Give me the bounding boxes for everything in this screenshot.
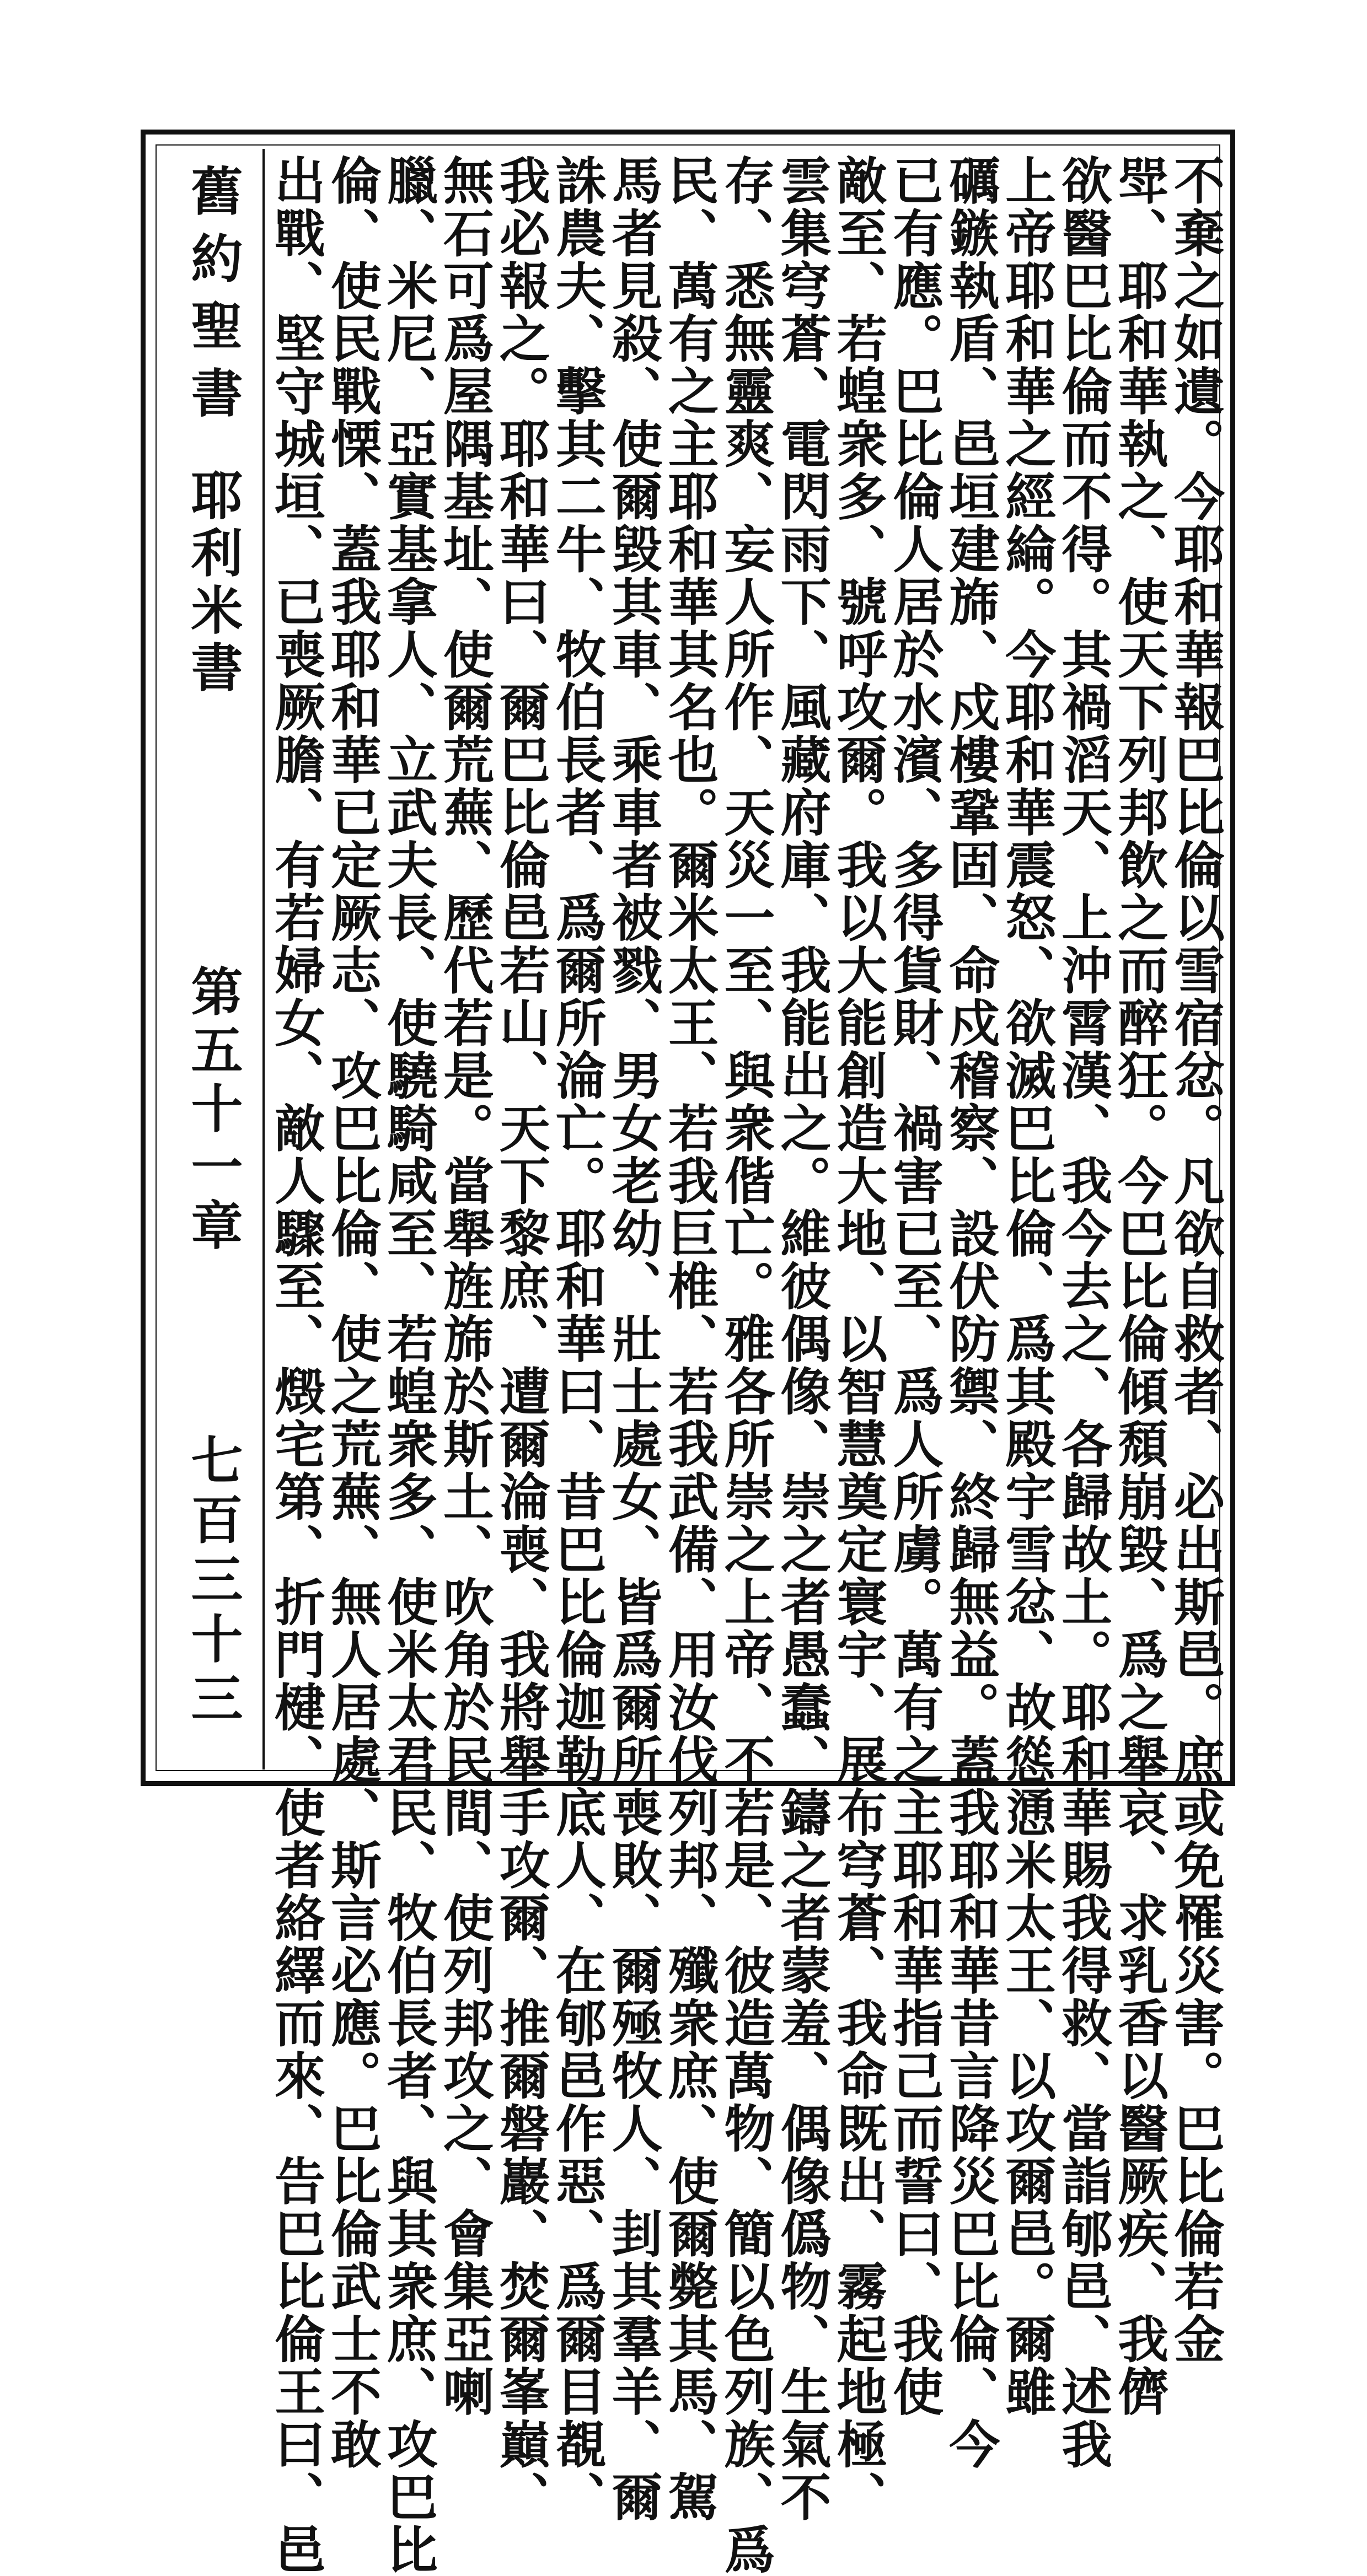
text-column-2: 斝、耶和華執之、使天下列邦飲之而醉狂。今巴比倫傾頹崩毀、爲之舉哀、求乳香以醫厥疾、我儕 — [1109, 154, 1170, 2418]
text-column-1: 不棄之如遺。今耶和華報巴比倫以雪宿忿。凡欲自救者、必出斯邑。庶或免罹災害。巴比倫若金 — [1166, 154, 1225, 2365]
text-column-7: 敵至、若蝗衆多、號呼攻爾。我以大能創造大地、以智慧奠定寰宇、展布穹蒼、我命既出、霧起地極、 — [828, 154, 888, 2524]
text-column-3: 欲醫巴比倫而不得。其禍滔天、上沖霄漢、我今去之、各歸故土。耶和華賜我得救、當詣郇邑、述我 — [1053, 154, 1113, 2471]
text-column-15: 臘、米尼、亞實基拿人、立武夫長、使驍騎咸至、若蝗衆多、使米太君民、牧伯長者、與其衆庶、攻巴比 — [378, 154, 438, 2576]
text-column-17: 出戰、堅守城垣、已喪厥膽、有若婦女、敵人驟至、燬宅第、折門楗、使者絡繹而來、告巴比倫王曰、邑 — [266, 154, 326, 2576]
text-column-13: 我必報之。耶和華曰、爾巴比倫邑若山、天下黎庶、遭爾淪喪、我將舉手攻爾、推爾磐巖、焚爾峯巔、 — [491, 154, 551, 2524]
text-column-5: 礪鏃執盾、邑垣建旆、戍樓鞏固、命戍稽察、設伏防禦、終歸無益。蓋我耶和華昔言降災巴比倫、今 — [941, 154, 1001, 2471]
book-collection-title: 舊約聖書 — [182, 164, 243, 433]
text-column-16: 倫、使民戰慄、蓋我耶和華已定厥志、攻巴比倫、使之荒蕪、無人居處、斯言必應。巴比倫武士不敢 — [322, 154, 382, 2471]
book-name: 耶利米書 — [182, 469, 243, 698]
text-column-14: 無石可爲屋隅基址、使爾荒蕪、歷代若是。當舉旌旆於斯土、吹角於民間、使列邦攻之、會集亞喇 — [435, 154, 495, 2418]
text-column-9: 存、悉無靈爽、妄人所作、天災一至、與衆偕亡。雅各所崇之上帝、不若是、彼造萬物、簡以色列族、爲 — [716, 154, 776, 2576]
text-column-4: 上帝耶和華之經綸。今耶和華震怒、欲滅巴比倫、爲其殿宇雪忿、故慫慂米太王、以攻爾邑。爾雖 — [997, 154, 1057, 2418]
text-column-11: 馬者見殺、使爾毀其車、乘車者被戮、男女老幼、壯士處女、皆爲爾所喪敗、爾殛牧人、刲其羣羊、爾 — [603, 154, 663, 2524]
text-column-12: 誅農夫、擊其二牛、牧伯長者、爲爾所淪亡。耶和華曰、昔巴比倫迦勒底人、在郇邑作惡、爲爾目覩、 — [547, 154, 607, 2524]
page-number: 七百三十三 — [182, 1433, 243, 1731]
running-header — [160, 149, 265, 1770]
text-column-8: 雲集穹蒼、電閃雨下、風藏府庫、我能出之。維彼偶像、崇之者愚蠢、鑄之者蒙羞、偶像僞物、生氣不 — [772, 154, 832, 2524]
chapter-label: 第五十一章 — [182, 965, 243, 1257]
text-column-10: 民、萬有之主耶和華其名也。爾米太王、若我巨椎、若我武備、用汝伐列邦、殲衆庶、使爾斃其馬、駕 — [660, 154, 720, 2524]
scripture-text-body — [266, 154, 1225, 2576]
text-column-6: 已有應。巴比倫人居於水濱、多得貨財、禍害已至、爲人所虜。萬有之主耶和華指己而誓曰、我使 — [884, 154, 945, 2418]
